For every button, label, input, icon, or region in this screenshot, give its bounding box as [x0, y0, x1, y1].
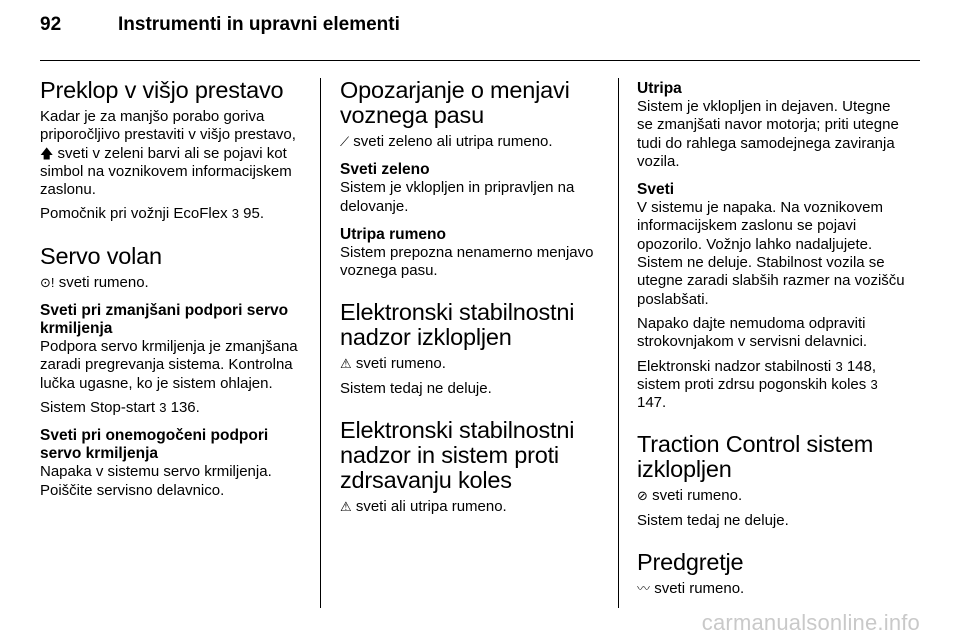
page-ref-arrow-icon: 3 — [870, 376, 878, 392]
flashing-yellow-text: Sistem prepozna nenamerno menjavo voznega pasu. — [340, 243, 594, 280]
flashing-text: Sistem je vklopljen in dejaven. Utegne se zmanjšati navor motorja; priti utegne tudi do rahlega samodejnega zaviranja vozila. — [637, 98, 899, 170]
heading-preheating: Predgretje — [637, 549, 744, 576]
disabled-steering-text: Napaka v sistemu servo krmiljenja. Poiščite servisno delavnico. — [40, 463, 272, 499]
column-3 — [637, 72, 907, 604]
esc-off-text: ⚠ sveti rumeno. — [340, 355, 446, 373]
upshift-text: Kadar je za manjšo porabo goriva priporočljivo prestaviti v višjo prestavo, 🡅 sveti v zeleni barvi ali se pojavi kot simbol na voznikovem informacijskem zaslonu. — [40, 108, 296, 199]
ecoflex-reference: Pomočnik pri vožnji EcoFlex 3 95. — [40, 205, 265, 223]
repair-text: Napako dajte nemudoma odpraviti strokovnjakom v servisni delavnici. — [637, 314, 868, 351]
page-number: 92 — [40, 14, 62, 35]
esc-off-icon: ⚠ — [340, 356, 352, 372]
preheating-icon: 〰 — [637, 581, 651, 597]
esc-traction-icon: ⚠ — [340, 499, 352, 515]
heading-flashing: Utripa — [637, 80, 682, 97]
traction-off-icon: ⊘ — [637, 488, 648, 504]
heading-lit-green: Sveti zeleno — [340, 161, 430, 179]
heading-disabled-steering: Sveti pri onemogočeni podpori servo krmiljenja — [40, 427, 269, 463]
lit-green-text: Sistem je vklopljen in pripravljen na delovanje. — [340, 179, 575, 215]
page-ref-arrow-icon: 3 — [159, 399, 167, 415]
traction-off-text: ⊘ sveti rumeno. — [637, 487, 743, 505]
lane-departure-text: ⟋ sveti zeleno ali utripa rumeno. — [340, 133, 553, 150]
header-divider — [40, 60, 920, 61]
power-steering-text: ⊙! sveti rumeno. — [40, 273, 149, 291]
esc-references: Elektronski nadzor stabilnosti 3 148, sistem proti zdrsu pogonskih koles 3 147. — [637, 357, 878, 412]
heading-upshift: Preklop v višjo prestavo — [40, 77, 284, 103]
power-steering-icon: ⊙! — [40, 274, 55, 290]
heading-reduced-steering: Sveti pri zmanjšani podpori servo krmiljenja — [40, 302, 289, 338]
traction-off-text-2: Sistem tedaj ne deluje. — [637, 511, 789, 529]
column-divider-2 — [618, 78, 619, 608]
heading-lane-departure: Opozarjanje o menjavi voznega pasu — [340, 77, 570, 128]
preheating-text: 〰 sveti rumeno. — [637, 580, 745, 598]
heading-traction-off: Traction Control sistem izklopljen — [637, 431, 874, 483]
lane-departure-icon: ⟋ — [340, 134, 350, 149]
lit-text: V sistemu je napaka. Na voznikovem informacijskem zaslonu se pojavi opozorilo. Vožnjo lahko nadaljujete. Sistem ne deluje. Stabilnost vozila se utegne zaradi slabših razmer na vozišču poslabšati. — [637, 199, 905, 308]
page-ref-arrow-icon: 3 — [835, 358, 843, 374]
upshift-indicator-icon: 🡅 — [40, 145, 54, 161]
esc-traction-text: ⚠ sveti ali utripa rumeno. — [340, 498, 507, 516]
stop-start-reference: Sistem Stop-start 3 136. — [40, 398, 200, 416]
watermark: carmanualsonline.info — [701, 610, 920, 635]
column-divider-1 — [320, 78, 321, 608]
heading-power-steering: Servo volan — [40, 242, 162, 269]
reduced-steering-text: Podpora servo krmiljenja je zmanjšana zaradi pregrevanja sistema. Kontrolna lučka ugasne, ko je sistem ohlajen. — [40, 338, 298, 392]
column-1 — [40, 72, 306, 506]
heading-esc-traction: Elektronski stabilnostni nadzor in sistem proti zdrsavanju koles — [340, 417, 575, 494]
heading-esc-off: Elektronski stabilnostni nadzor izklopljen — [340, 299, 575, 351]
running-head: Instrumenti in upravni elementi — [118, 14, 400, 35]
page-ref-arrow-icon: 3 — [231, 206, 239, 222]
heading-flashing-yellow: Utripa rumeno — [340, 225, 446, 243]
column-2 — [340, 72, 602, 522]
heading-lit: Sveti — [637, 181, 675, 199]
esc-off-text-2: Sistem tedaj ne deluje. — [340, 379, 492, 397]
